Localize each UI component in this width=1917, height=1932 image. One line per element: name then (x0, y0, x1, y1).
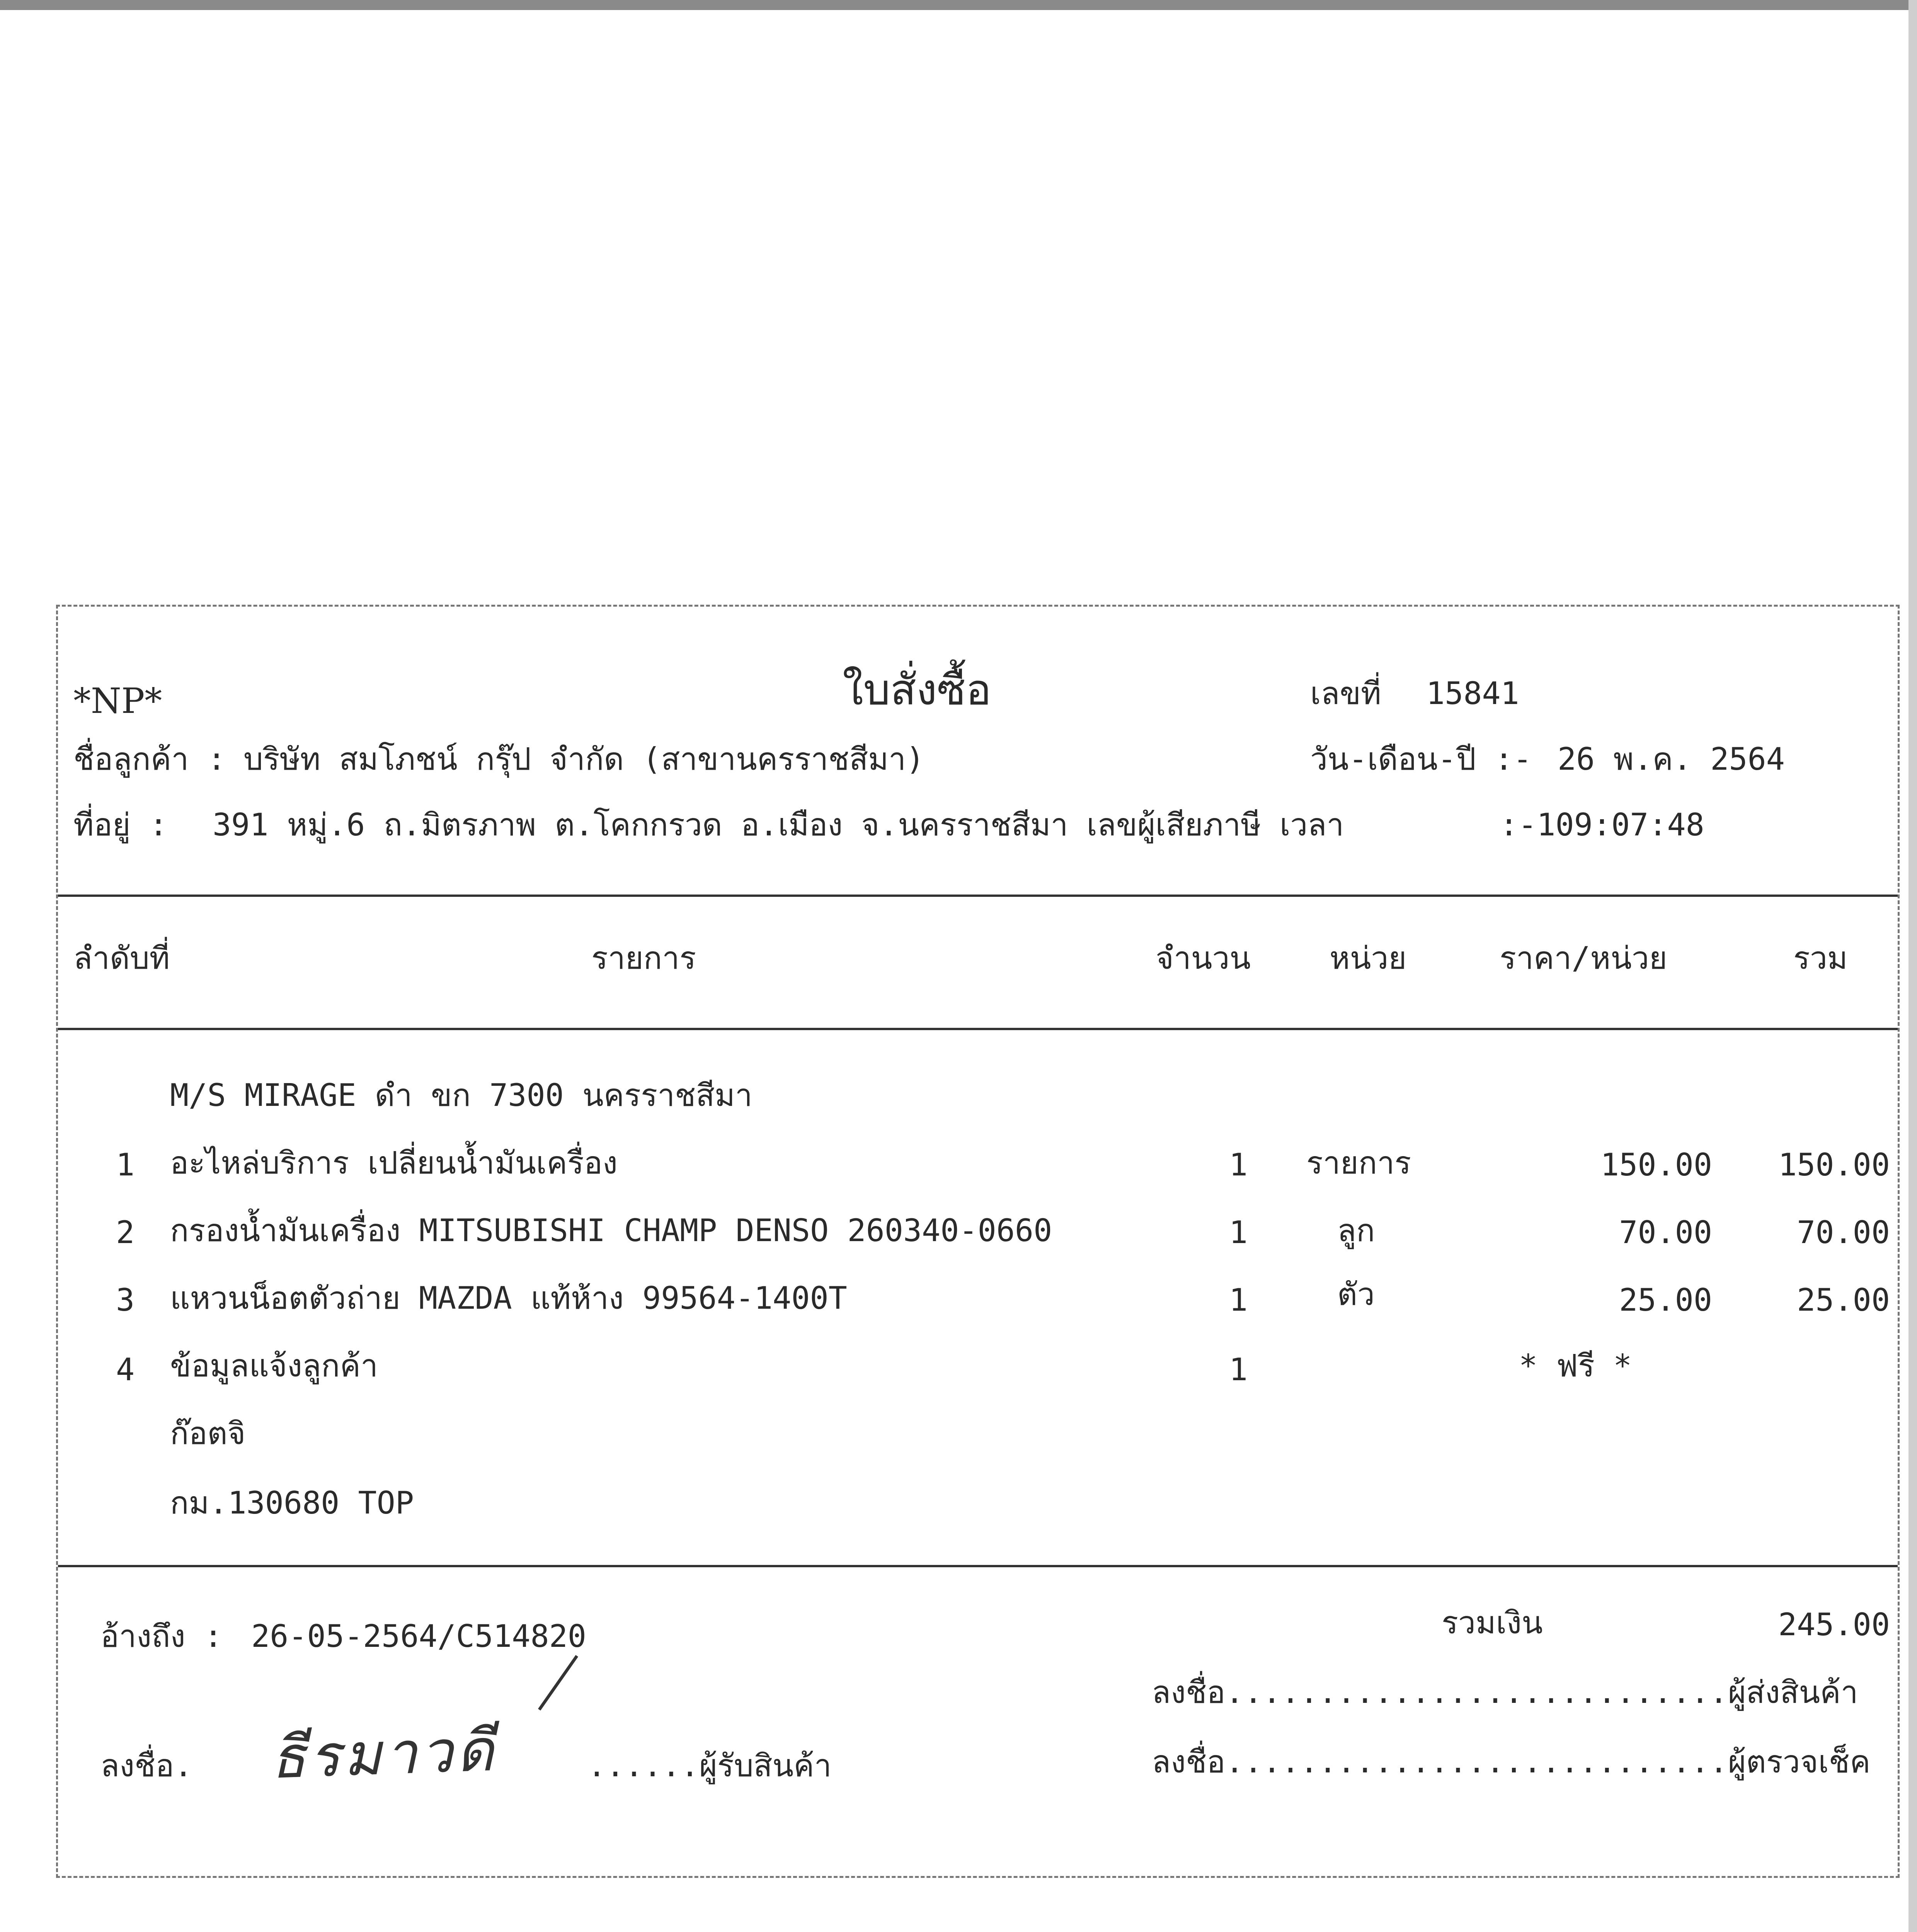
note-line: กม.130680 TOP (170, 1485, 414, 1521)
sum-label: รวมเงิน (1442, 1605, 1543, 1641)
col-unit: หน่วย (1330, 940, 1407, 976)
scan-edge-right (1908, 0, 1917, 1932)
sum-value: 245.00 (1778, 1607, 1890, 1643)
note-line: ก๊อตจิ (170, 1415, 246, 1451)
col-total: รวม (1793, 940, 1848, 976)
row-no: 2 (116, 1214, 135, 1250)
date-value: 26 พ.ค. 2564 (1558, 741, 1785, 777)
doc-no-label: เลขที่ (1310, 675, 1381, 711)
receiver-signature-suffix: ......ผู้รับสินค้า (587, 1748, 832, 1784)
row-price-free: * ฟรี * (1519, 1348, 1632, 1384)
scan-edge-top (0, 0, 1917, 10)
reference-label: อ้างถึง : (100, 1618, 223, 1654)
customer-name: บริษัท สมโภชน์ กรุ๊ป จำกัด (สาขานครราชสีมา) (243, 741, 925, 777)
row-total: 70.00 (1797, 1214, 1890, 1250)
col-no: ลำดับที่ (73, 940, 170, 976)
sender-signature-line: ลงชื่อ...........................ผู้ส่งสินค้า (1152, 1674, 1858, 1710)
row-no: 1 (116, 1147, 135, 1183)
reference-value: 26-05-2564/C514820 (251, 1618, 586, 1654)
document-title: ใบสั่งซื้อ (843, 665, 992, 714)
row-unit: รายการ (1306, 1145, 1411, 1181)
row-total: 150.00 (1778, 1147, 1890, 1183)
np-tag: *NP* (73, 681, 162, 721)
row-qty: 1 (1229, 1352, 1248, 1388)
vehicle-info: M/S MIRAGE ดำ ขก 7300 นครราชสีมา (170, 1077, 752, 1113)
row-desc: ข้อมูลแจ้งลูกค้า (170, 1348, 378, 1384)
time-value: :-109:07:48 (1500, 807, 1704, 843)
row-no: 3 (116, 1282, 135, 1318)
col-unit-price: ราคา/หน่วย (1500, 940, 1667, 976)
row-unit: ตัว (1337, 1276, 1375, 1312)
row-desc: แหวนน็อตตัวถ่าย MAZDA แท้ห้าง 99564-1400T (170, 1280, 847, 1316)
col-item: รายการ (591, 940, 696, 976)
row-desc: กรองน้ำมันเครื่อง MITSUBISHI CHAMP DENSO 260340-0660 (170, 1213, 1052, 1248)
checker-signature-line: ลงชื่อ...........................ผู้ตรวจเช็ค (1152, 1744, 1871, 1780)
row-qty: 1 (1229, 1214, 1248, 1250)
row-total: 25.00 (1797, 1282, 1890, 1318)
col-qty: จำนวน (1156, 940, 1251, 976)
doc-no: 15841 (1426, 675, 1519, 711)
row-desc: อะไหล่บริการ เปลี่ยนน้ำมันเครื่อง (170, 1145, 618, 1181)
divider (58, 1565, 1898, 1567)
divider (58, 895, 1898, 897)
row-price: 25.00 (1619, 1282, 1712, 1318)
row-price: 70.00 (1619, 1214, 1712, 1250)
row-no: 4 (116, 1352, 135, 1388)
row-qty: 1 (1229, 1147, 1248, 1183)
purchase-order-form (56, 605, 1900, 1878)
row-qty: 1 (1229, 1282, 1248, 1318)
handwritten-signature: ธีรมาวดี (269, 1716, 498, 1792)
row-price: 150.00 (1600, 1147, 1712, 1183)
divider (58, 1028, 1898, 1030)
signature-stroke (538, 1655, 578, 1711)
date-label: วัน-เดือน-ปี :- (1310, 741, 1532, 777)
address: 391 หมู่.6 ถ.มิตรภาพ ต.โคกกรวด อ.เมือง จ.นครราชสีมา เลขผู้เสียภาษี เวลา (213, 807, 1344, 843)
row-unit: ลูก (1337, 1213, 1375, 1248)
address-label: ที่อยู่ : (73, 807, 168, 843)
customer-label: ชื่อลูกค้า : (73, 741, 226, 777)
receiver-signature-prefix: ลงชื่อ. (100, 1748, 193, 1784)
